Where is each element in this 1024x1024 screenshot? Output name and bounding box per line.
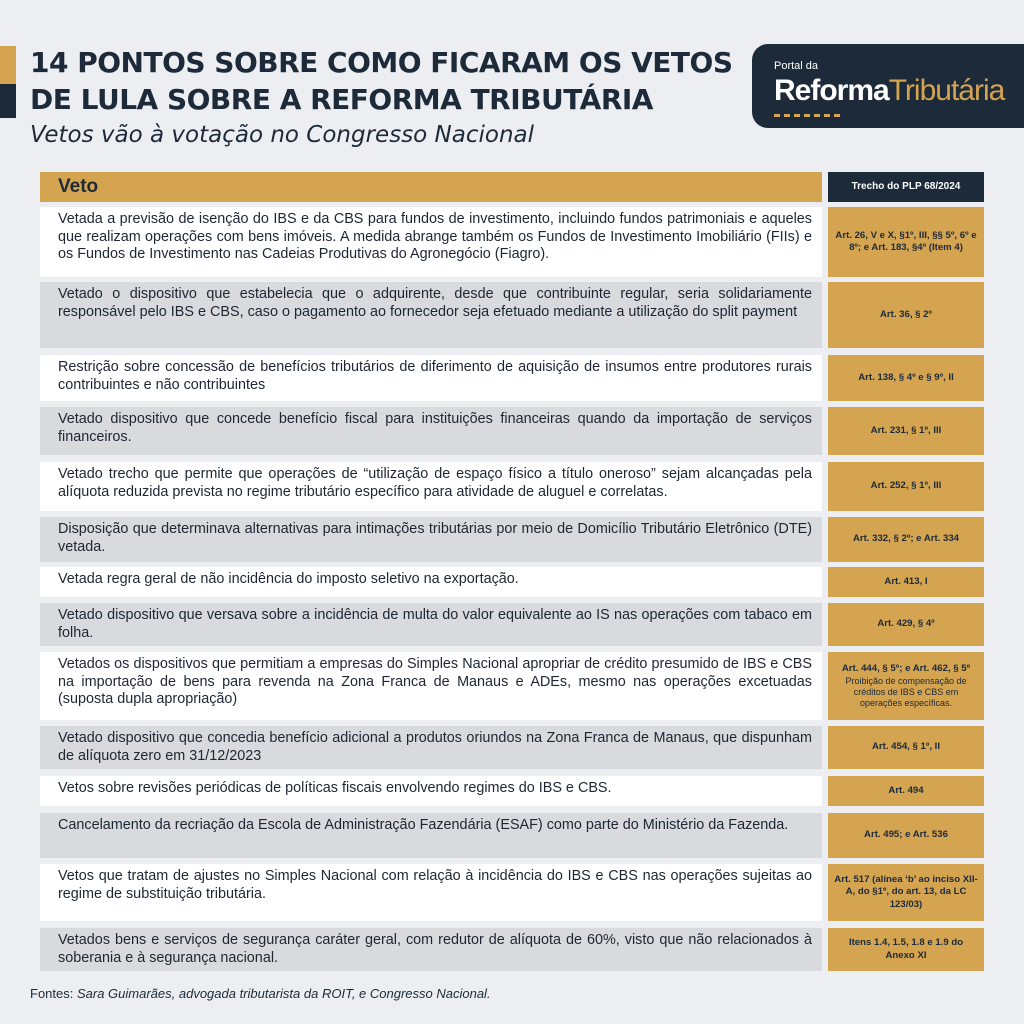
trecho-cell bbox=[828, 462, 984, 511]
veto-text: Cancelamento da recriação da Escola de Administração Fazendária (ESAF) como parte do Ministério da Fazenda. bbox=[40, 813, 822, 858]
table-row bbox=[40, 726, 984, 769]
veto-text: Restrição sobre concessão de benefícios tributários de diferimento de aquisição de insumos entre produtores rurais contribuintes e não contribuintes bbox=[40, 355, 822, 401]
page-title: 14 PONTOS SOBRE COMO FICARAM OS VETOS DE LULA SOBRE A REFORMA TRIBUTÁRIA bbox=[30, 46, 733, 116]
trecho-note: Proibição de compensação de créditos de IBS e CBS em operações específicas. bbox=[845, 675, 967, 708]
trecho-cell bbox=[828, 776, 984, 806]
trecho-cell bbox=[828, 928, 984, 971]
table-row bbox=[40, 603, 984, 646]
table-row bbox=[40, 355, 984, 401]
trecho-cell bbox=[828, 864, 984, 921]
trecho-cell bbox=[828, 407, 984, 455]
table-row bbox=[40, 407, 984, 455]
veto-text: Vetos que tratam de ajustes no Simples Nacional com relação à incidência do IBS e CBS nas operações sujeitas ao regime de substituição tributária. bbox=[40, 864, 822, 921]
logo-brand-light: Tributária bbox=[888, 74, 1005, 107]
table-row bbox=[40, 462, 984, 511]
portal-logo bbox=[752, 44, 1024, 128]
veto-text: Vetado dispositivo que concedia benefício adicional a produtos oriundos na Zona Franca de Manaus, que dispunham de alíquota zero em 31/12/2023 bbox=[40, 726, 822, 769]
page-subtitle: Vetos vão à votação no Congresso Nacional bbox=[30, 122, 535, 148]
trecho-ref: Art. 26, V e X, §1º, III, §§ 5º, 6º e 8º; e Art. 183, §4º (Item 4) bbox=[835, 229, 977, 253]
trecho-ref: Art. 429, § 4º bbox=[877, 618, 935, 630]
footer-label: Fontes: bbox=[30, 986, 74, 1001]
veto-text: Vetado dispositivo que versava sobre a incidência de multa do valor equivalente ao IS nas operações com tabaco em folha. bbox=[40, 603, 822, 646]
veto-text: Vetado dispositivo que concede benefício fiscal para instituições financeiras quando da importação de serviços financeiros. bbox=[40, 407, 822, 455]
column-header-veto: Veto bbox=[40, 172, 822, 202]
veto-text: Vetado o dispositivo que estabelecia que o adquirente, desde que contribuinte regular, seria solidariamente responsável pelo IBS e CBS, caso o pagamento ao fornecedor seja efetuado mediante a utilização do split payment bbox=[40, 282, 822, 348]
trecho-ref: Itens 1.4, 1.5, 1.8 e 1.9 do Anexo XI bbox=[848, 937, 964, 961]
veto-text: Disposição que determinava alternativas para intimações tributárias por meio de Domicílio Tributário Eletrônico (DTE) vetada. bbox=[40, 517, 822, 562]
footer-sources-text: Sara Guimarães, advogada tributarista da ROIT, e Congresso Nacional. bbox=[76, 986, 491, 1001]
veto-text: Vetada a previsão de isenção do IBS e da CBS para fundos de investimento, incluindo fundos patrimoniais e aqueles que realizam operações com bens imóveis. A medida abrange também os Fundos de Investimento Imobiliário (FIIs) e os Fundos de Investimento nas Cadeias Produtivas do Agronegócio (Fiagro). bbox=[40, 207, 822, 277]
trecho-ref: Art. 252, § 1º, III bbox=[870, 480, 942, 492]
table-row bbox=[40, 776, 984, 806]
logo-brand bbox=[774, 74, 1004, 108]
trecho-cell bbox=[828, 603, 984, 646]
column-header-trecho: Trecho do PLP 68/2024 bbox=[828, 172, 984, 202]
trecho-ref: Art. 231, § 1º, III bbox=[870, 424, 942, 436]
trecho-cell bbox=[828, 726, 984, 769]
trecho-ref: Art. 444, § 5º; e Art. 462, § 5º bbox=[841, 663, 971, 675]
table-row bbox=[40, 864, 984, 921]
trecho-cell bbox=[828, 517, 984, 562]
veto-text: Vetos sobre revisões periódicas de políticas fiscais envolvendo regimes do IBS e CBS. bbox=[40, 776, 822, 806]
trecho-ref: Art. 36, § 2º bbox=[879, 308, 933, 320]
accent-bar-dark bbox=[0, 84, 16, 118]
table-row bbox=[40, 813, 984, 858]
veto-text: Vetada regra geral de não incidência do imposto seletivo na exportação. bbox=[40, 567, 822, 597]
trecho-cell bbox=[828, 652, 984, 720]
table-row bbox=[40, 652, 984, 720]
footer-sources bbox=[30, 986, 491, 1001]
veto-text: Vetados bens e serviços de segurança caráter geral, com redutor de alíquota de 60%, visto que não relacionados à soberania e à segurança nacional. bbox=[40, 928, 822, 971]
table-row bbox=[40, 207, 984, 277]
accent-bar bbox=[0, 46, 16, 118]
trecho-ref: Art. 454, § 1º, II bbox=[871, 741, 941, 753]
trecho-cell bbox=[828, 813, 984, 858]
table-row bbox=[40, 567, 984, 597]
logo-small-text: Portal da bbox=[774, 60, 819, 72]
trecho-cell bbox=[828, 282, 984, 348]
trecho-cell bbox=[828, 207, 984, 277]
logo-dots bbox=[774, 114, 844, 117]
trecho-ref: Art. 494 bbox=[888, 784, 924, 796]
table-row bbox=[40, 282, 984, 348]
trecho-ref: Art. 517 (alínea ‘b’ ao inciso XII-A, do §1º, do art. 13, da LC 123/03) bbox=[834, 873, 978, 910]
veto-text: Vetado trecho que permite que operações de “utilização de espaço físico a título oneroso” sejam alcançadas pela alíquota reduzida prevista no regime tributário específico para atividade de aluguel e correlatas. bbox=[40, 462, 822, 511]
trecho-ref: Art. 138, § 4º e § 9º, II bbox=[858, 371, 954, 383]
trecho-cell bbox=[828, 355, 984, 401]
table-row bbox=[40, 928, 984, 971]
trecho-cell bbox=[828, 567, 984, 597]
trecho-ref: Art. 413, I bbox=[884, 575, 928, 587]
table-row bbox=[40, 517, 984, 562]
logo-brand-bold: Reforma bbox=[774, 74, 889, 107]
trecho-ref: Art. 495; e Art. 536 bbox=[864, 829, 948, 841]
trecho-ref: Art. 332, § 2º; e Art. 334 bbox=[852, 533, 960, 545]
veto-text: Vetados os dispositivos que permitiam a empresas do Simples Nacional apropriar de crédito presumido de IBS e CBS na importação de bens para revenda na Zona Franca de Manaus e ADEs, mesmo nas operações excetuadas (suposta dupla apropriação) bbox=[40, 652, 822, 720]
